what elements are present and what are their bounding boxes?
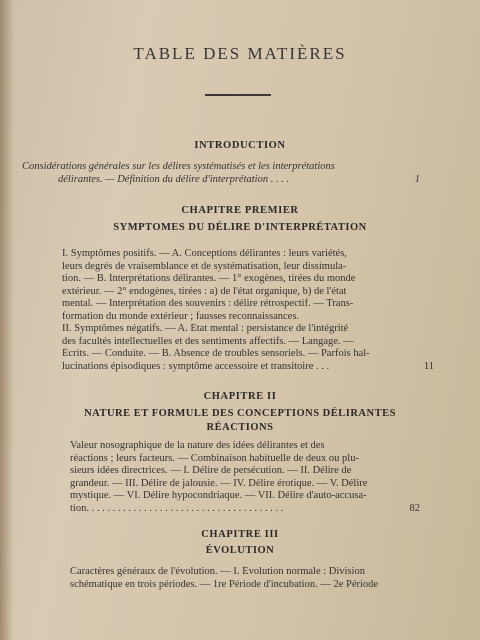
chapter2-entry [70,440,420,515]
chapter2-title-line2: RÉACTIONS [206,422,274,433]
chapter1-line: I. Symptômes positifs. — A. Conceptions délirantes : leurs variétés, [62,248,347,259]
chapter1-line-text: lucinations épisodiques : symptôme accessoire et transitoire . . . [62,360,330,372]
chapter1-label: CHAPITRE PREMIER [181,205,299,216]
chapter1-line: formation du monde extérieur ; fausses reconnaissances. [62,310,300,322]
chapter2-page: 82 [409,502,420,514]
chapter1-line: tion. — B. Interprétations délirantes. — 1° exogènes, tirées du monde [62,273,356,284]
chapter1-line: des facultés intellectuelles et des sentiments affectifs. — Langage. — [62,335,354,347]
page-edge-shadow [0,0,14,640]
chapter1-page: 11 [423,360,434,372]
chapter2-label: CHAPITRE II [203,391,277,402]
chapter3-line: schématique en trois périodes. — 1re Période d'incubation. — 2e Période [70,578,379,590]
introduction-line: Considérations générales sur les délires systématisés et les interprétations [22,161,335,172]
chapter1-entry [62,248,434,373]
chapter3-entry [70,566,420,591]
chapter1-title: SYMPTOMES DU DÉLIRE D'INTERPRÉTATION [113,222,367,233]
chapter2-line: réactions ; leurs facteurs. — Combinaison habituelle de deux ou plu- [70,452,359,464]
chapter1-line: leurs degrés de vraisemblance et de systématisation, leur dissimula- [62,260,347,272]
chapter2-line: mystique. — VI. Délire hypocondriaque. — VII. Délire d'auto-accusa- [70,490,367,501]
chapter2-line-text: tion. . . . . . . . . . . . . . . . . . . . . . . . . . . . . . . . . . . . . . [70,502,284,514]
chapter3-title: ÉVOLUTION [205,545,275,556]
chapter1-line: Écrits. — Conduite. — B. Absence de troubles sensoriels. — Parfois hal- [62,348,370,359]
chapter1-line: extérieur. — 2° endogènes, tirées : a) de l'état organique, b) de l'état [62,285,347,297]
chapter3-line: Caractères généraux de l'évolution. — I. Évolution normale : Division [70,566,365,577]
introduction-entry [22,161,420,186]
introduction-page: 1 [414,173,420,185]
introduction-line-2 [22,174,420,187]
page-title: TABLE DES MATIÈRES [133,44,347,63]
introduction-heading: INTRODUCTION [194,140,286,151]
chapter3-label: CHAPITRE III [201,529,279,540]
chapter2-line: sieurs idées directrices. — I. Délire de persécution. — II. Délire de [70,465,352,476]
chapter2-line: Valeur nosographique de la nature des idées délirantes et des [70,440,325,451]
chapter2-last-line [70,503,420,516]
introduction-line-text: délirantes. — Définition du délire d'interprétation . . . . [58,173,290,185]
chapter1-line: mental. — Interprétation des souvenirs : délire rétrospectif. — Trans- [62,298,354,309]
chapter1-line: II. Symptômes négatifs. — A. État mental : persistance de l'intégrité [62,323,349,334]
chapter2-title-line1: NATURE ET FORMULE DES CONCEPTIONS DÉLIRANTES [84,408,396,419]
chapter1-last-line [62,361,434,374]
chapter2-line: grandeur. — III. Délire de jalousie. — IV. Délire érotique. — V. Délire [70,477,368,489]
title-rule [205,94,271,96]
